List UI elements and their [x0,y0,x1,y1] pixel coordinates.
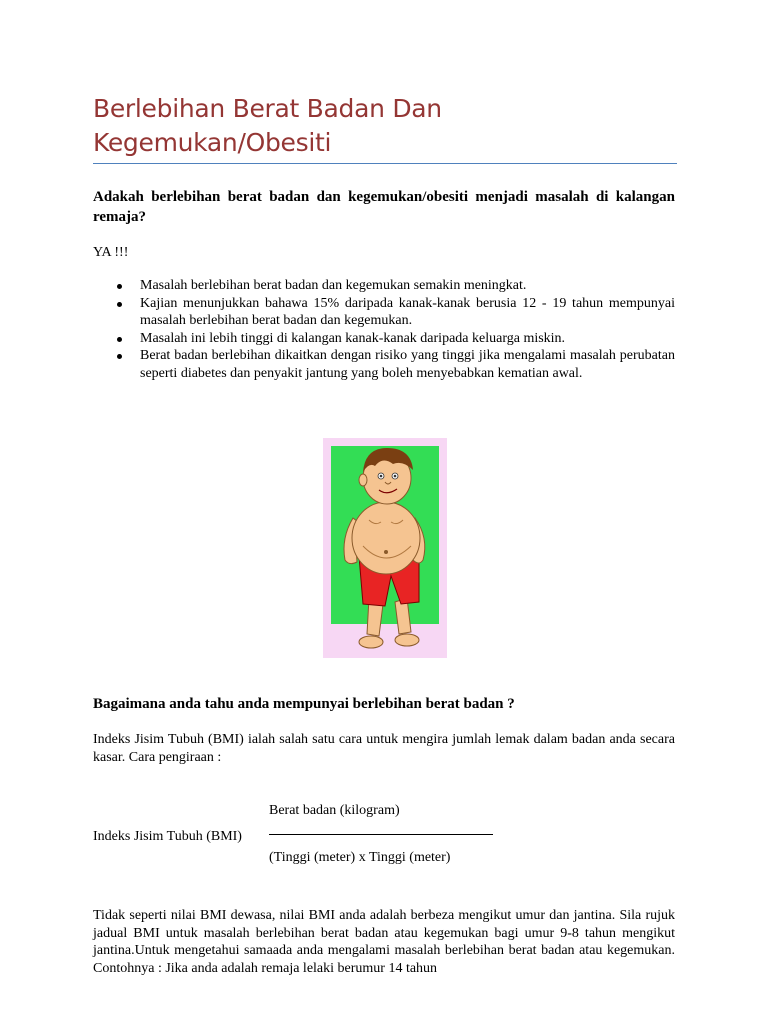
question-heading-1: Adakah berlebihan berat badan dan kegemukan/obesiti menjadi masalah di kalangan remaja? [93,189,675,225]
formula-denominator: (Tinggi (meter) x Tinggi (meter) [269,850,451,865]
list-item: Masalah ini lebih tinggi di kalangan kanak-kanak daripada keluarga miskin. [93,330,675,348]
formula-numerator: Berat badan (kilogram) [269,803,400,818]
title-line-1: Berlebihan Berat Badan Dan [93,94,442,123]
formula-fraction-line [269,834,493,835]
title-line-2: Kegemukan/Obesiti [93,128,332,157]
list-item: Berat badan berlebihan dikaitkan dengan risiko yang tinggi jika mengalami masalah perubatan seperti diabetes dan penyakit jantung yang boleh menyebabkan kematian awal. [93,347,675,382]
bullet-icon [117,337,122,342]
answer-text: YA !!! [93,245,129,260]
bmi-paragraph: Tidak seperti nilai BMI dewasa, nilai BMI anda adalah berbeza mengikut umur dan jantina. Sila rujuk jadual BMI untuk masalah berlebihan berat badan atau kegemukan bagi umur 9-8 tahun mengikut jantina.Untuk mengetahui samaada anda mengalami masalah berlebihan berat badan atau kegemukan. Contohnya : Jika anda adalah remaja lelaki berumur 14 tahun [93,908,675,976]
question-heading-2: Bagaimana anda tahu anda mempunyai berlebihan berat badan ? [93,696,515,712]
bullet-icon [117,284,122,289]
title-divider [93,163,677,164]
bullet-icon [117,354,122,359]
bmi-intro-paragraph: Indeks Jisim Tubuh (BMI) ialah salah satu cara untuk mengira jumlah lemak dalam badan anda secara kasar. Cara pengiraan : [93,732,675,765]
bullet-list [93,277,675,382]
formula-label: Indeks Jisim Tubuh (BMI) [93,829,242,844]
overweight-boy-illustration [323,438,447,658]
list-item: Masalah berlebihan berat badan dan kegemukan semakin meningkat. [93,277,675,295]
page-title [93,92,675,160]
list-item: Kajian menunjukkan bahawa 15% daripada kanak-kanak berusia 12 - 19 tahun mempunyai masalah berlebihan berat badan dan kegemukan. [93,295,675,330]
bullet-icon [117,302,122,307]
